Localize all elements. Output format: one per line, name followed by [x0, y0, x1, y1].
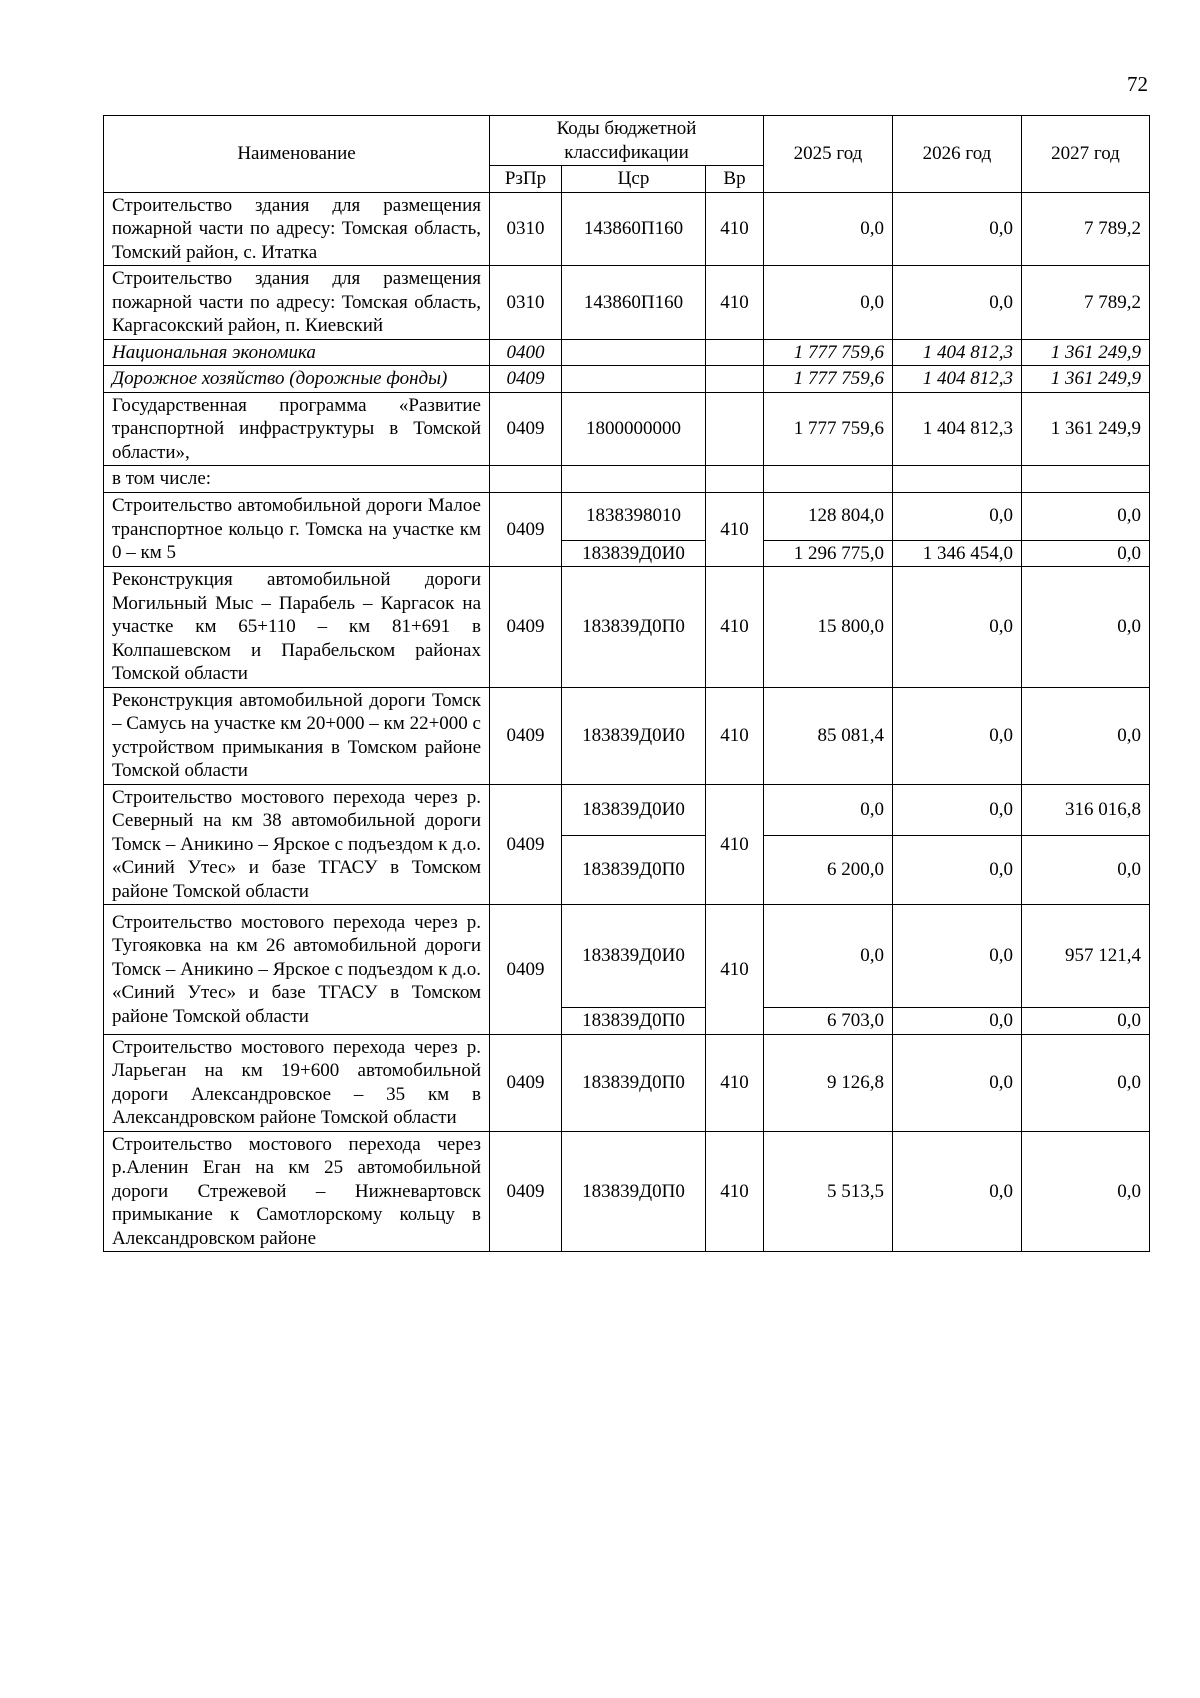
row-2027: 7 789,2	[1022, 192, 1150, 266]
row-2025: 1 777 759,6	[764, 339, 893, 366]
row-2027: 1 361 249,9	[1022, 392, 1150, 466]
row-name: Строительство мостового перехода через р. Северный на км 38 автомобильной дороги Томск – Аникино – Ярское с подъездом к д.о. «Синий Утес» и базе ТГАСУ в Томском районе Томской области	[104, 784, 490, 905]
row-2026: 1 404 812,3	[893, 339, 1022, 366]
row-rzpr: 0310	[490, 192, 562, 266]
row-2025: 0,0	[764, 266, 893, 340]
header-vr: Вр	[706, 166, 764, 193]
row-name: Реконструкция автомобильной дороги Томск – Самусь на участке км 20+000 – км 22+000 с устройством примыкания в Томском районе Томской области	[104, 687, 490, 784]
row-vr: 410	[706, 1034, 764, 1131]
row-rzpr: 0409	[490, 905, 562, 1035]
row-name: Строительство мостового перехода через р.Аленин Еган на км 25 автомобильной дороги Стрежевой – Нижневартовск примыкание к Самотлорскому кольцу в Александровском районе	[104, 1131, 490, 1252]
row-2027: 0,0	[1022, 1034, 1150, 1131]
row-rzpr: 0409	[490, 784, 562, 905]
row-vr: 410	[706, 687, 764, 784]
row-2027: 316 016,8	[1022, 784, 1150, 835]
table-row	[104, 266, 1150, 340]
row-2026: 0,0	[893, 905, 1022, 1008]
row-name: Строительство мостового перехода через р. Тугояковка на км 26 автомобильной дороги Томск – Аникино – Ярское с подъездом к д.о. «Синий Утес» и базе ТГАСУ в Томском районе Томской области	[104, 905, 490, 1035]
row-2025: 85 081,4	[764, 687, 893, 784]
row-csr: 1838398010	[562, 492, 706, 540]
row-rzpr: 0409	[490, 366, 562, 393]
row-2027: 957 121,4	[1022, 905, 1150, 1008]
row-2026: 0,0	[893, 1131, 1022, 1252]
row-csr: 183839Д0П0	[562, 1131, 706, 1252]
row-2026: 0,0	[893, 835, 1022, 905]
row-2027: 0,0	[1022, 492, 1150, 540]
header-rzpr: РзПр	[490, 166, 562, 193]
table-row	[104, 466, 1150, 493]
row-2026: 0,0	[893, 1034, 1022, 1131]
row-csr: 183839Д0И0	[562, 784, 706, 835]
row-2026: 0,0	[893, 567, 1022, 688]
row-name: Государственная программа «Развитие транспортной инфраструктуры в Томской области»,	[104, 392, 490, 466]
header-codes: Коды бюджетной классификации	[490, 116, 764, 166]
header-2026: 2026 год	[893, 116, 1022, 193]
row-2025: 0,0	[764, 784, 893, 835]
row-2027: 0,0	[1022, 835, 1150, 905]
header-row	[104, 116, 1150, 166]
row-2025: 1 777 759,6	[764, 366, 893, 393]
row-vr: 410	[706, 266, 764, 340]
table-row-section	[104, 339, 1150, 366]
row-2025: 1 777 759,6	[764, 392, 893, 466]
row-vr	[706, 392, 764, 466]
table-row-program	[104, 392, 1150, 466]
row-name: Строительство автомобильной дороги Малое транспортное кольцо г. Томска на участке км 0 – км 5	[104, 492, 490, 567]
row-2025: 1 296 775,0	[764, 540, 893, 567]
row-2026: 0,0	[893, 687, 1022, 784]
page-number: 72	[1127, 72, 1148, 96]
table-row	[104, 567, 1150, 688]
table-row	[104, 784, 1150, 835]
row-name: Национальная экономика	[104, 339, 490, 366]
row-csr: 183839Д0И0	[562, 540, 706, 567]
row-rzpr: 0409	[490, 392, 562, 466]
row-vr: 410	[706, 567, 764, 688]
row-csr: 183839Д0П0	[562, 1008, 706, 1035]
row-2026: 0,0	[893, 784, 1022, 835]
row-csr: 143860П160	[562, 266, 706, 340]
row-name: в том числе:	[104, 466, 490, 493]
row-vr	[706, 339, 764, 366]
row-2026: 0,0	[893, 192, 1022, 266]
row-2025: 6 703,0	[764, 1008, 893, 1035]
row-vr: 410	[706, 492, 764, 567]
row-2026: 0,0	[893, 1008, 1022, 1035]
row-csr: 183839Д0П0	[562, 567, 706, 688]
row-vr: 410	[706, 1131, 764, 1252]
header-csr: Цср	[562, 166, 706, 193]
row-rzpr: 0409	[490, 567, 562, 688]
row-rzpr: 0409	[490, 687, 562, 784]
header-name: Наименование	[104, 116, 490, 193]
row-rzpr: 0409	[490, 1034, 562, 1131]
row-csr: 183839Д0И0	[562, 905, 706, 1008]
row-name: Строительство мостового перехода через р. Ларьеган на км 19+600 автомобильной дороги Александровское – 35 км в Александровском районе Томской области	[104, 1034, 490, 1131]
row-2025: 5 513,5	[764, 1131, 893, 1252]
row-2025: 0,0	[764, 192, 893, 266]
row-name: Строительство здания для размещения пожарной части по адресу: Томская область, Томский район, с. Итатка	[104, 192, 490, 266]
row-2025: 6 200,0	[764, 835, 893, 905]
header-2027: 2027 год	[1022, 116, 1150, 193]
row-2026: 1 404 812,3	[893, 392, 1022, 466]
row-rzpr: 0310	[490, 266, 562, 340]
row-2027: 0,0	[1022, 567, 1150, 688]
row-csr: 183839Д0П0	[562, 1034, 706, 1131]
row-csr: 183839Д0И0	[562, 687, 706, 784]
row-2027: 0,0	[1022, 1131, 1150, 1252]
table-row	[104, 492, 1150, 540]
row-name: Строительство здания для размещения пожарной части по адресу: Томская область, Каргасокский район, п. Киевский	[104, 266, 490, 340]
row-2025: 0,0	[764, 905, 893, 1008]
row-2027: 0,0	[1022, 1008, 1150, 1035]
row-2026: 0,0	[893, 266, 1022, 340]
row-csr	[562, 366, 706, 393]
row-2025: 128 804,0	[764, 492, 893, 540]
row-csr: 143860П160	[562, 192, 706, 266]
row-name: Дорожное хозяйство (дорожные фонды)	[104, 366, 490, 393]
row-csr: 1800000000	[562, 392, 706, 466]
row-vr: 410	[706, 784, 764, 905]
table-row	[104, 192, 1150, 266]
row-2026: 1 346 454,0	[893, 540, 1022, 567]
header-2025: 2025 год	[764, 116, 893, 193]
row-2027: 1 361 249,9	[1022, 366, 1150, 393]
row-2027: 7 789,2	[1022, 266, 1150, 340]
row-2025: 9 126,8	[764, 1034, 893, 1131]
row-2026: 0,0	[893, 492, 1022, 540]
table-row-subsection	[104, 366, 1150, 393]
row-vr: 410	[706, 905, 764, 1035]
table-row	[104, 1131, 1150, 1252]
row-2027: 0,0	[1022, 540, 1150, 567]
row-2027: 1 361 249,9	[1022, 339, 1150, 366]
table-row	[104, 687, 1150, 784]
row-csr	[562, 339, 706, 366]
row-csr: 183839Д0П0	[562, 835, 706, 905]
row-name: Реконструкция автомобильной дороги Могильный Мыс – Парабель – Каргасок на участке км 65+110 – км 81+691 в Колпашевском и Парабельском районах Томской области	[104, 567, 490, 688]
row-2025: 15 800,0	[764, 567, 893, 688]
table-row	[104, 1034, 1150, 1131]
table-row	[104, 905, 1150, 1008]
row-2026: 1 404 812,3	[893, 366, 1022, 393]
row-vr	[706, 366, 764, 393]
row-vr: 410	[706, 192, 764, 266]
budget-table	[103, 115, 1150, 1252]
row-rzpr: 0409	[490, 492, 562, 567]
row-rzpr: 0400	[490, 339, 562, 366]
row-2027: 0,0	[1022, 687, 1150, 784]
row-rzpr: 0409	[490, 1131, 562, 1252]
